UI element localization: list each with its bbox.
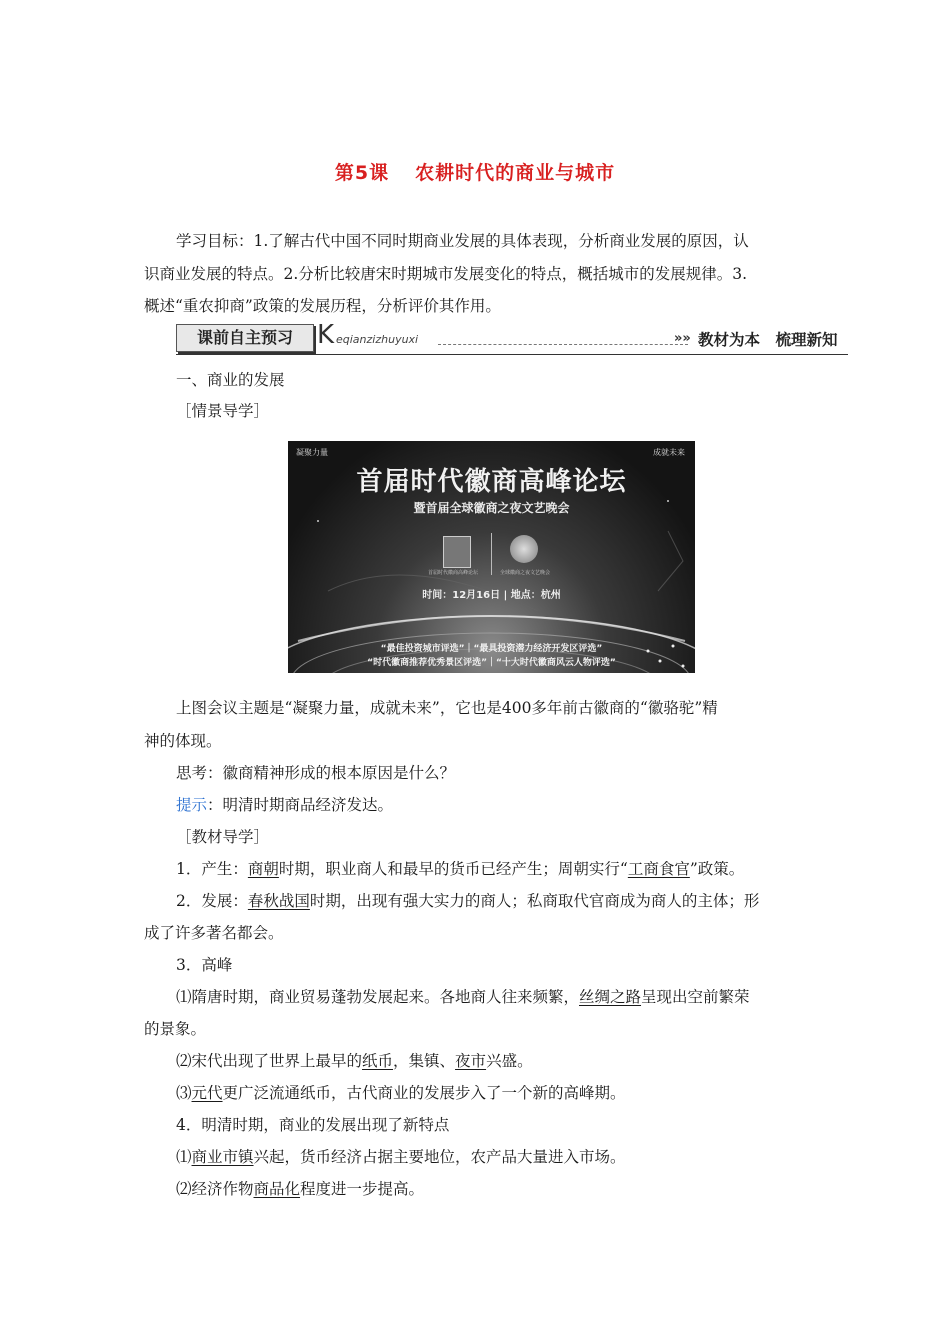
double-chevron-icon: »» (674, 331, 691, 346)
item-4-2-text-b: 程度进一步提高。 (300, 1180, 425, 1198)
objectives-line-1: 学习目标：1.了解古代中国不同时期商业发展的具体表现，分析商业发展的原因，认 (176, 232, 749, 250)
poster-logo1-caption: 首届时代徽商高峰论坛 (428, 570, 479, 576)
poster-logo2-caption: 全球徽商之夜文艺晚会 (500, 570, 551, 576)
item-2-line-2: 成了许多著名都会。 (144, 924, 284, 942)
item-2-text-a: 2．发展： (176, 892, 248, 910)
banner-baseline (176, 354, 848, 355)
scene-text-line-2: 神的体现。 (144, 732, 222, 750)
item-4-2 (176, 1177, 424, 1199)
hint-label: 提示 (176, 796, 208, 814)
item-3-1-text-b: 呈现出空前繁荣 (641, 988, 750, 1006)
item-3-2 (176, 1049, 533, 1071)
item-3-3-text-a: ⑶ (176, 1084, 192, 1102)
objectives-line-3: 概述“重农抑商”政策的发展历程，分析评价其作用。 (144, 297, 501, 315)
textbook-label: ［教材导学］ (176, 828, 270, 846)
item-3-2-text-c: 兴盛。 (486, 1052, 533, 1070)
poster-time-location: 时间：12月16日 | 地点：杭州 (422, 590, 561, 601)
scene-label: ［情景导学］ (176, 402, 270, 420)
item-1-keyword-2: 工商食官 (627, 860, 690, 878)
banner-dashed-rule (438, 344, 688, 345)
item-4-1-keyword: 商业市镇 (191, 1148, 254, 1166)
item-3-3 (176, 1081, 626, 1103)
item-3-1-text-a: ⑴隋唐时期，商业贸易蓬勃发展起来。各地商人往来频繁， (176, 988, 580, 1006)
section-banner (176, 322, 848, 356)
objectives-line-2: 识商业发展的特点。2.分析比较唐宋时期城市发展变化的特点，概括城市的发展规律。3. (144, 265, 748, 283)
item-4: 4．明清时期，商业的发展出现了新特点 (176, 1116, 450, 1134)
forum-poster-image (288, 441, 695, 673)
item-3-3-text-b: 更广泛流通纸币，古代商业的发展步入了一个新的高峰期。 (222, 1084, 626, 1102)
think-question: 思考：徽商精神形成的根本原因是什么？ (176, 764, 456, 782)
banner-k: K (317, 320, 335, 350)
item-4-1-text-b: 兴起，货币经济占据主要地位，农产品大量进入市场。 (253, 1148, 626, 1166)
scene-text-line-1: 上图会议主题是“凝聚力量，成就未来”，它也是400多年前古徽商的“徽骆驼”精 (176, 699, 718, 717)
item-2 (176, 889, 759, 911)
item-4-2-keyword: 商品化 (253, 1180, 301, 1198)
section-heading: 一、商业的发展 (176, 371, 285, 389)
item-4-2-text-a: ⑵经济作物 (176, 1180, 254, 1198)
item-3-3-keyword: 元代 (191, 1084, 223, 1102)
item-4-1-text-a: ⑴ (176, 1148, 192, 1166)
item-1-text-b: 时期，职业商人和最早的货币已经产生；周朝实行“ (278, 860, 628, 878)
item-3-2-keyword-2: 夜市 (455, 1052, 487, 1070)
item-3-1-line-2: 的景象。 (144, 1020, 207, 1038)
poster-top-left: 凝聚力量 (296, 448, 328, 457)
poster-divider (491, 533, 492, 575)
lesson-title (0, 158, 950, 185)
item-2-keyword: 春秋战国 (247, 892, 310, 910)
poster-top-right: 成就未来 (653, 448, 685, 457)
poster-bottom-line-1: “最佳投资城市评选”｜“最具投资潜力经济开发区评选” (380, 644, 603, 654)
item-3-2-text-a: ⑵宋代出现了世界上最早的 (176, 1052, 363, 1070)
qr-code-icon (443, 536, 471, 568)
item-1-text-a: 1．产生： (176, 860, 248, 878)
poster-subtitle: 暨首届全球徽商之夜文艺晚会 (413, 501, 570, 515)
item-1-keyword-1: 商朝 (247, 860, 279, 878)
hint-text: ：明清时期商品经济发达。 (207, 796, 394, 814)
item-3-2-keyword-1: 纸币 (362, 1052, 394, 1070)
item-2-text-b: 时期，出现有强大实力的商人；私商取代官商成为商人的主体；形 (309, 892, 760, 910)
emblem-icon (510, 535, 538, 563)
item-3-2-text-b: ，集镇、 (393, 1052, 456, 1070)
lesson-name: 农耕时代的商业与城市 (415, 162, 616, 184)
item-3-1-keyword: 丝绸之路 (579, 988, 642, 1006)
banner-slogan: 教材为本 梳理新知 (698, 331, 838, 349)
poster-bottom-line-2: “时代徽商推荐优秀景区评选”｜“十大时代徽商风云人物评选” (367, 658, 616, 668)
item-4-1 (176, 1145, 626, 1167)
banner-tag: 课前自主预习 (176, 324, 314, 352)
item-3: 3．高峰 (176, 956, 233, 974)
item-1 (176, 857, 744, 879)
item-1-text-c: ”政策。 (689, 860, 745, 878)
item-3-1 (176, 985, 750, 1007)
hint-line (176, 793, 393, 815)
lesson-number: 第5课 (334, 162, 390, 184)
poster-title: 首届时代徽商高峰论坛 (356, 467, 627, 497)
banner-pinyin: eqianzizhuyuxi (336, 333, 419, 346)
